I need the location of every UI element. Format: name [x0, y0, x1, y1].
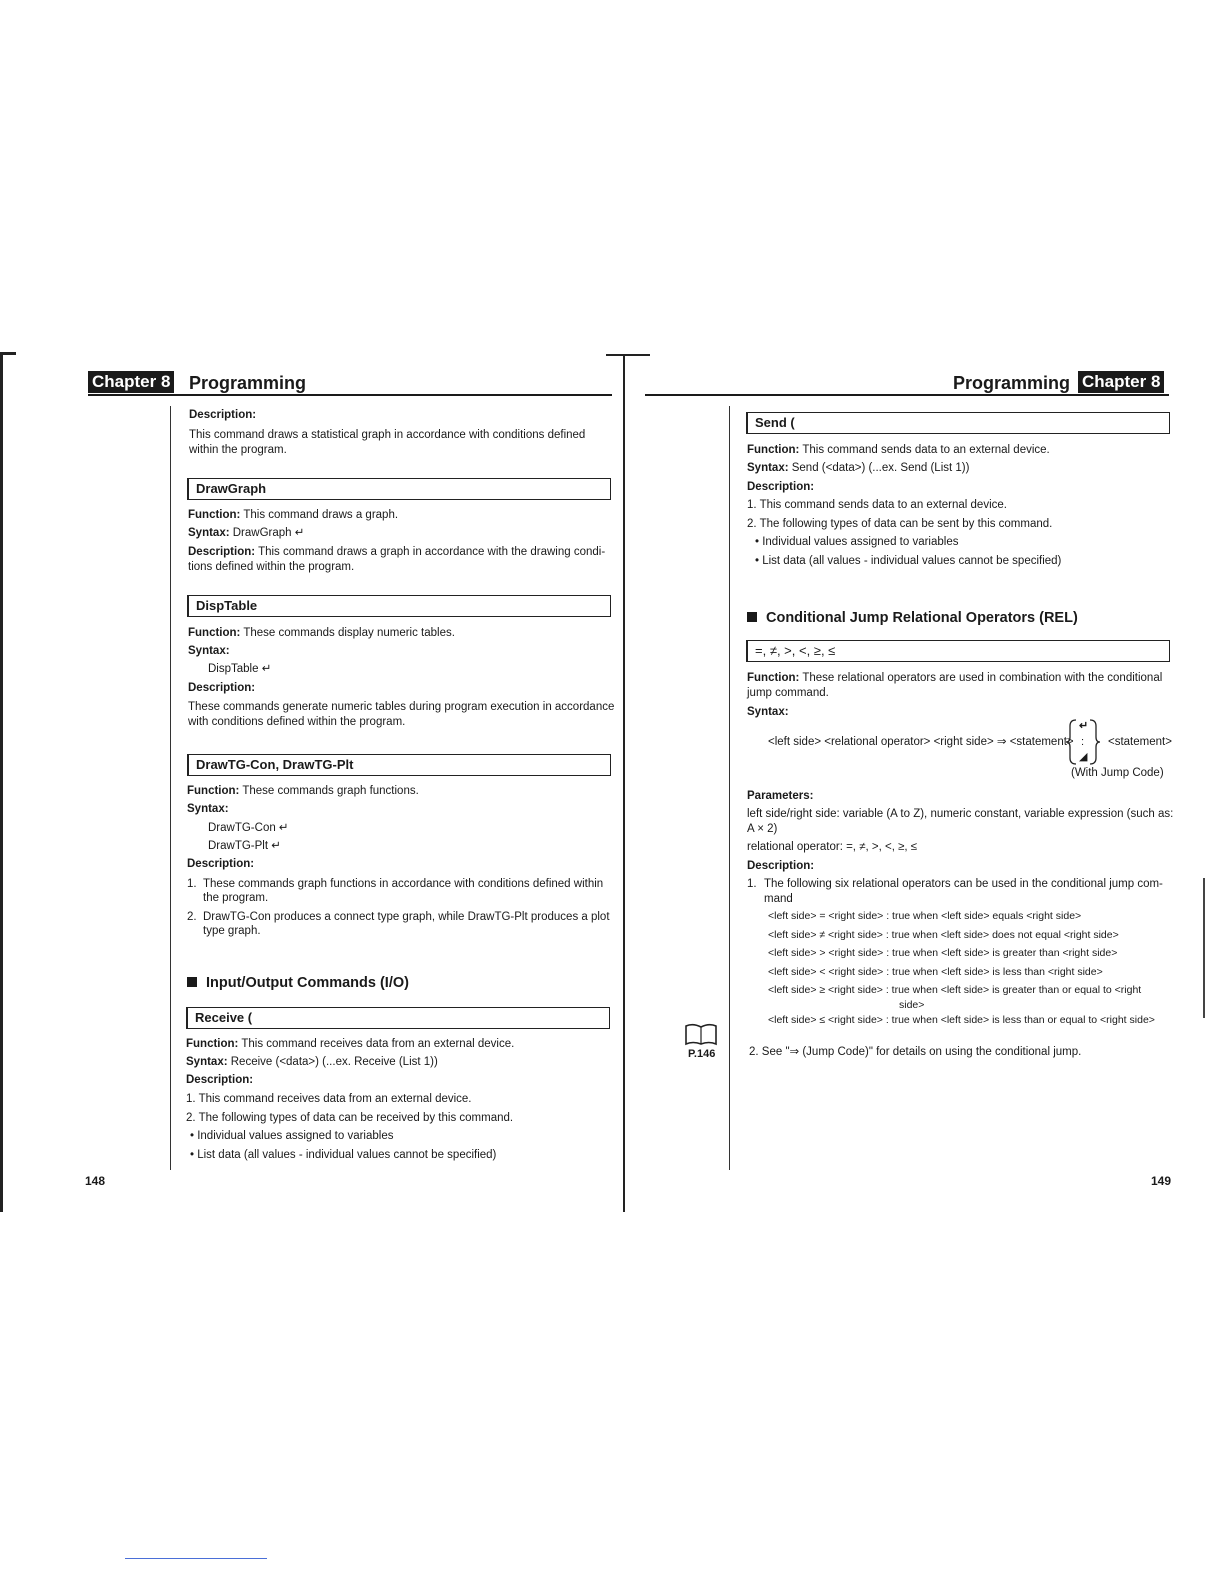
op-row: <left side> > <right side> : true when <left side> is greater than <right side> [768, 947, 1118, 959]
drawtg-syntax-2: DrawTG-Plt ↵ [208, 840, 281, 852]
brace-group [1066, 718, 1100, 766]
io-section-heading: Input/Output Commands (I/O) [187, 974, 409, 992]
drawtg-syntax-1: DrawTG-Con ↵ [208, 822, 289, 834]
op-row: <left side> ≠ <right side> : true when <left side> does not equal <right side> [768, 929, 1119, 941]
gutter-top-mark [606, 354, 650, 356]
drawtg-item2-b: type graph. [203, 925, 261, 937]
intro-heading: Description: [189, 409, 257, 421]
page-number: 148 [85, 1174, 106, 1188]
send-bullet1: • Individual values assigned to variables [755, 536, 959, 548]
chapter-badge: Chapter 8 [1078, 371, 1164, 393]
page-number: 149 [1151, 1174, 1172, 1188]
drawgraph-function: Function: This command draws a graph. [188, 509, 399, 521]
colon-symbol: : [1081, 736, 1085, 748]
receive-description-label: Description: [186, 1074, 254, 1086]
page-title: Programming [953, 373, 1071, 393]
drawtg-item1-num: 1. [187, 878, 197, 890]
send-item2: 2. The following types of data can be sent by this command. [747, 518, 1053, 530]
disptable-box: DispTable [187, 595, 611, 617]
param2: relational operator: =, ≠, >, <, ≥, ≤ [747, 841, 918, 853]
receive-function: Function: This command receives data from an external device. [186, 1038, 515, 1050]
receive-bullet1: • Individual values assigned to variables [190, 1130, 394, 1142]
margin-line [729, 406, 730, 1170]
rel-item1-num: 1. [747, 878, 757, 890]
send-syntax: Syntax: Send (<data>) (...ex. Send (List 1)) [747, 462, 970, 474]
drawtg-item2-a: DrawTG-Con produces a connect type graph, while DrawTG-Plt produces a plot [203, 911, 610, 923]
book-reference[interactable] [684, 1023, 718, 1060]
edge-mark [1203, 878, 1205, 1018]
drawtg-syntax-label: Syntax: [187, 803, 229, 815]
disptable-syntax-line: DispTable ↵ [208, 663, 272, 675]
chapter-badge: Chapter 8 [88, 371, 174, 393]
header-rule [645, 394, 1169, 396]
drawtg-item2-num: 2. [187, 911, 197, 923]
drawtg-description-label: Description: [187, 858, 255, 870]
display-symbol: ◢ [1079, 751, 1088, 763]
drawtg-box: DrawTG-Con, DrawTG-Plt [187, 754, 611, 776]
op-row: <left side> ≤ <right side> : true when <left side> is less than or equal to <right side> [768, 1014, 1155, 1026]
disptable-desc-line2: with conditions defined within the program. [188, 716, 406, 728]
param1: left side/right side: variable (A to Z), numeric constant, variable expression (such as: [747, 808, 1174, 820]
drawgraph-syntax: Syntax: DrawGraph ↵ [188, 527, 305, 539]
reference-page-label: P.146 [688, 1048, 716, 1060]
page-corner-mark [0, 352, 16, 355]
rel-item1-a: The following six relational operators can be used in the conditional jump com- [764, 878, 1163, 890]
send-bullet2: • List data (all values - individual values cannot be specified) [755, 555, 1062, 567]
receive-box: Receive ( [186, 1007, 610, 1029]
send-box: Send ( [746, 412, 1170, 434]
square-bullet-icon [187, 977, 197, 987]
jump-code-note: (With Jump Code) [1071, 767, 1164, 779]
disptable-desc-line1: These commands generate numeric tables during program execution in accordance [188, 701, 615, 713]
gutter-line [623, 356, 625, 1212]
rel-operators-box: =, ≠, >, <, ≥, ≤ [746, 640, 1170, 662]
drawtg-item1-b: the program. [203, 892, 269, 904]
book-icon [684, 1023, 718, 1047]
receive-item1: 1. This command receives data from an external device. [186, 1093, 472, 1105]
op-row: <left side> = <right side> : true when <left side> equals <right side> [768, 910, 1082, 922]
drawtg-function: Function: These commands graph functions. [187, 785, 419, 797]
op-row: <left side> ≥ <right side> : true when <left side> is greater than or equal to <right [768, 984, 1142, 996]
receive-bullet2: • List data (all values - individual values cannot be specified) [190, 1149, 497, 1161]
rel-function-cont: jump command. [747, 687, 829, 699]
op-row: <left side> < <right side> : true when <left side> is less than <right side> [768, 966, 1103, 978]
rel-item1-b: mand [764, 893, 793, 905]
receive-syntax: Syntax: Receive (<data>) (...ex. Receive (List 1)) [186, 1056, 438, 1068]
rel-item2: 2. See "⇒ (Jump Code)" for details on using the conditional jump. [749, 1046, 1082, 1058]
page-title: Programming [189, 373, 307, 393]
disptable-function: Function: These commands display numeric tables. [188, 627, 455, 639]
rel-description-label: Description: [747, 860, 815, 872]
param1-cont: A × 2) [747, 823, 778, 835]
square-bullet-icon [747, 612, 757, 622]
margin-line [170, 406, 171, 1170]
send-item1: 1. This command sends data to an external device. [747, 499, 1007, 511]
rel-syntax-end: <statement> [1108, 736, 1172, 748]
rel-syntax-line: <left side> <relational operator> <right side> ⇒ <statement> [768, 736, 1074, 748]
op-row-cont: side> [899, 999, 925, 1011]
header-rule [88, 394, 612, 396]
send-description-label: Description: [747, 481, 815, 493]
intro-text: This command draws a statistical graph in accordance with conditions defined within the program. [189, 429, 586, 456]
parameters-label: Parameters: [747, 790, 814, 802]
drawgraph-description-cont: tions defined within the program. [188, 561, 355, 573]
disptable-description-label: Description: [188, 682, 256, 694]
send-function: Function: This command sends data to an external device. [747, 444, 1050, 456]
drawtg-item1-a: These commands graph functions in accordance with conditions defined within [203, 878, 604, 890]
drawgraph-description: Description: This command draws a graph in accordance with the drawing condi- [188, 546, 606, 558]
page-edge-mark [0, 352, 3, 1212]
rel-function: Function: These relational operators are used in combination with the conditional [747, 672, 1163, 684]
newline-symbol: ↵ [1079, 720, 1089, 732]
disptable-syntax-label: Syntax: [188, 645, 230, 657]
rel-syntax-label: Syntax: [747, 706, 789, 718]
rel-section-heading: Conditional Jump Relational Operators (REL) [747, 609, 1078, 627]
receive-item2: 2. The following types of data can be received by this command. [186, 1112, 514, 1124]
bottom-underline [125, 1558, 267, 1559]
drawgraph-box: DrawGraph [187, 478, 611, 500]
